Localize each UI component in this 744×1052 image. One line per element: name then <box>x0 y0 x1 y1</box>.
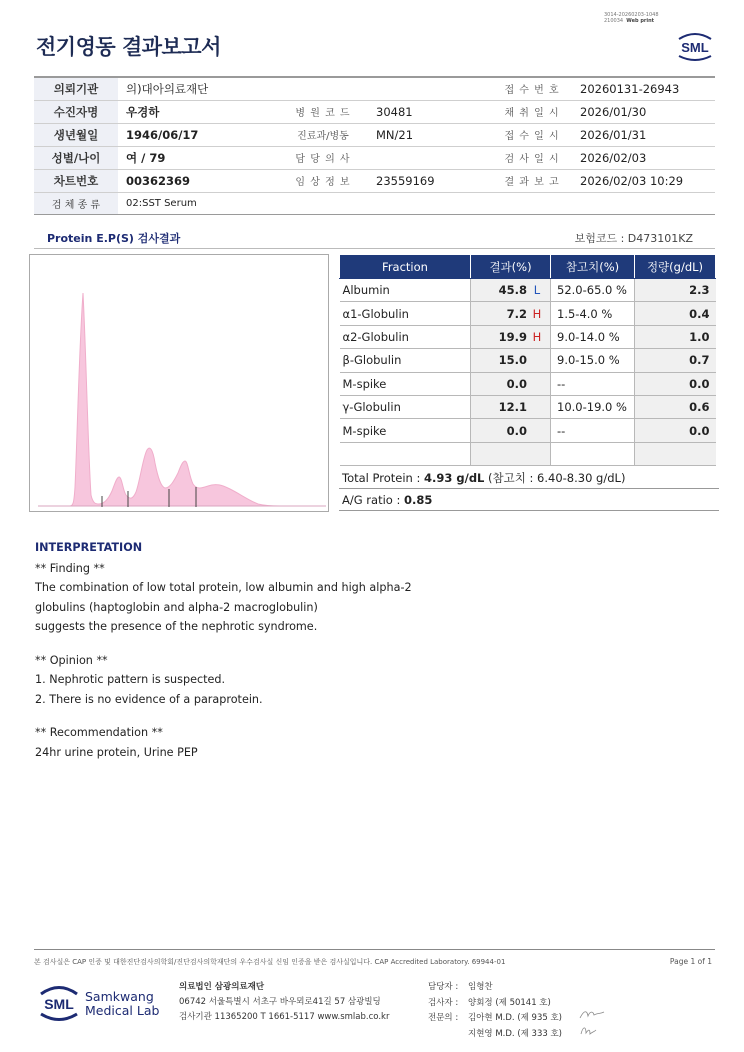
info-label: 수진자명 <box>34 100 118 123</box>
info-row <box>34 169 715 192</box>
result-value: 0.0 <box>471 419 551 442</box>
fraction-name: M-spike <box>340 419 471 442</box>
reference-range: -- <box>551 419 635 442</box>
info-label: 생년월일 <box>34 123 118 146</box>
result-value: 7.2 H <box>471 302 551 325</box>
electrophoresis-graph <box>29 254 329 512</box>
amount-value: 2.3 <box>635 279 716 302</box>
result-row <box>340 279 716 302</box>
total-protein: Total Protein : 4.93 g/dL (참고치 : 6.40-8.30 g/dL) <box>339 467 719 489</box>
organization-info: 의료법인 삼광의료재단 06742 서울특별시 서초구 바우뫼로41길 57 삼광빌딩 검사기관 11365200 T 1661-5117 www.smlab.co.kr <box>179 982 390 1022</box>
info-label: 차트번호 <box>34 169 118 192</box>
section-bar <box>34 227 715 249</box>
info-label: 진료과/병동 <box>278 123 368 146</box>
info-value: 23559169 <box>368 169 492 192</box>
result-row <box>340 419 716 442</box>
reference-range <box>551 442 635 465</box>
reference-range: 52.0-65.0 % <box>551 279 635 302</box>
info-value <box>368 146 492 169</box>
col-header: 결과(%) <box>471 255 551 279</box>
amount-value: 1.0 <box>635 325 716 348</box>
result-row <box>340 442 716 465</box>
info-row <box>34 100 715 123</box>
fraction-name: β-Globulin <box>340 349 471 372</box>
result-value: 19.9 H <box>471 325 551 348</box>
footer-divider <box>34 949 715 950</box>
opinion-title: ** Opinion ** <box>35 653 108 667</box>
info-value: 우경하 <box>118 100 278 123</box>
info-label: 병 원 코 드 <box>278 100 368 123</box>
result-flag: L <box>533 283 541 298</box>
info-label: 의뢰기관 <box>34 77 118 100</box>
finding-line: The combination of low total protein, low albumin and high alpha-2 <box>35 581 412 594</box>
amount-value: 0.4 <box>635 302 716 325</box>
footer-logo-text: SML <box>44 996 74 1012</box>
info-value: 02:SST Serum <box>118 192 715 214</box>
info-row <box>34 77 715 100</box>
recommendation-title: ** Recommendation ** <box>35 726 163 739</box>
fraction-name: γ-Globulin <box>340 395 471 418</box>
amount-value: 0.7 <box>635 349 716 372</box>
fraction-name: α1-Globulin <box>340 302 471 325</box>
info-value: 2026/01/31 <box>572 123 715 146</box>
patient-info-table <box>34 76 715 215</box>
col-header: 정량(g/dL) <box>635 255 716 279</box>
print-id: 3014-20260203-1048 210034 Web print <box>604 12 659 24</box>
interpretation-heading: INTERPRETATION <box>35 541 143 554</box>
reference-range: 10.0-19.0 % <box>551 395 635 418</box>
info-label: 접 수 번 호 <box>492 77 572 100</box>
info-label: 임 상 정 보 <box>278 169 368 192</box>
samkwang-logo-icon <box>37 982 81 1024</box>
fraction-name: α2-Globulin <box>340 325 471 348</box>
info-value: 00362369 <box>118 169 278 192</box>
insurance-code: 보험코드 : D473101KZ <box>574 232 693 245</box>
info-label: 담 당 의 사 <box>278 146 368 169</box>
electrophoresis-curve-svg <box>30 255 330 513</box>
opinion-line: 1. Nephrotic pattern is suspected. <box>35 673 226 686</box>
finding-title: ** Finding ** <box>35 561 105 575</box>
result-value: 15.0 <box>471 349 551 372</box>
info-row <box>34 123 715 146</box>
electrophoresis-curve <box>38 293 326 506</box>
signature-icon <box>578 1024 598 1038</box>
amount-value: 0.0 <box>635 419 716 442</box>
ag-ratio: A/G ratio : 0.85 <box>339 489 719 511</box>
opinion-line: 2. There is no evidence of a paraprotein. <box>35 692 263 706</box>
result-value: 45.8 L <box>471 279 551 302</box>
reference-range: 1.5-4.0 % <box>551 302 635 325</box>
recommendation-line: 24hr urine protein, Urine PEP <box>35 745 198 759</box>
fraction-name: M-spike <box>340 372 471 395</box>
fraction-name: Albumin <box>340 279 471 302</box>
page-number: Page 1 of 1 <box>669 957 712 966</box>
result-value <box>471 442 551 465</box>
info-row <box>34 192 715 214</box>
result-value: 12.1 <box>471 395 551 418</box>
result-row <box>340 349 716 372</box>
info-value: 2026/02/03 <box>572 146 715 169</box>
info-value: 30481 <box>368 100 492 123</box>
amount-value: 0.0 <box>635 372 716 395</box>
fraction-name <box>340 442 471 465</box>
reference-range: 9.0-14.0 % <box>551 325 635 348</box>
info-value: 20260131-26943 <box>572 77 715 100</box>
finding-line: globulins (haptoglobin and alpha-2 macroglobulin) <box>35 600 318 614</box>
col-header: Fraction <box>340 255 471 279</box>
info-label: 검 사 일 시 <box>492 146 572 169</box>
reference-range: 9.0-15.0 % <box>551 349 635 372</box>
signature-icon <box>578 1008 606 1022</box>
info-value: 여 / 79 <box>118 146 278 169</box>
info-value: 2026/01/30 <box>572 100 715 123</box>
staff-list: 담당자 : 임형찬 검사자 : 양회정 (제 50141 호) 전문의 : 김아현 M.D. (제 935 호) 지현영 M.D. (제 333 호) <box>428 982 563 1039</box>
page-title: 전기영동 결과보고서 <box>36 35 221 59</box>
info-label: 검 체 종 류 <box>34 192 118 214</box>
logo-text: SML <box>681 40 709 55</box>
amount-value: 0.6 <box>635 395 716 418</box>
result-flag: H <box>532 329 542 344</box>
amount-value <box>635 442 716 465</box>
info-label: 결 과 보 고 <box>492 169 572 192</box>
certification-note: 본 검사실은 CAP 인증 및 대한진단검사의학회/진단검사의학재단의 우수검사실 신임 인증을 받은 검사실입니다. CAP Accredited Laboratory. 69944-01 <box>34 958 506 966</box>
col-header: 참고치(%) <box>551 255 635 279</box>
info-value: 의)대아의료재단 <box>118 77 492 100</box>
reference-range: -- <box>551 372 635 395</box>
result-row <box>340 372 716 395</box>
info-value: 1946/06/17 <box>118 123 278 146</box>
info-row <box>34 146 715 169</box>
result-row <box>340 395 716 418</box>
result-value: 0.0 <box>471 372 551 395</box>
brand-name: Samkwang Medical Lab <box>85 989 160 1018</box>
info-label: 성별/나이 <box>34 146 118 169</box>
results-table <box>339 254 716 466</box>
sml-logo-icon <box>673 31 717 63</box>
totals <box>339 467 719 511</box>
info-label: 접 수 일 시 <box>492 123 572 146</box>
section-title: Protein E.P(S) 검사결과 <box>47 232 181 245</box>
info-label: 채 취 일 시 <box>492 100 572 123</box>
result-flag: H <box>532 306 542 321</box>
result-row <box>340 302 716 325</box>
info-value: MN/21 <box>368 123 492 146</box>
info-value: 2026/02/03 10:29 <box>572 169 715 192</box>
finding-line: suggests the presence of the nephrotic syndrome. <box>35 620 318 633</box>
interpretation <box>35 538 455 762</box>
result-row <box>340 325 716 348</box>
